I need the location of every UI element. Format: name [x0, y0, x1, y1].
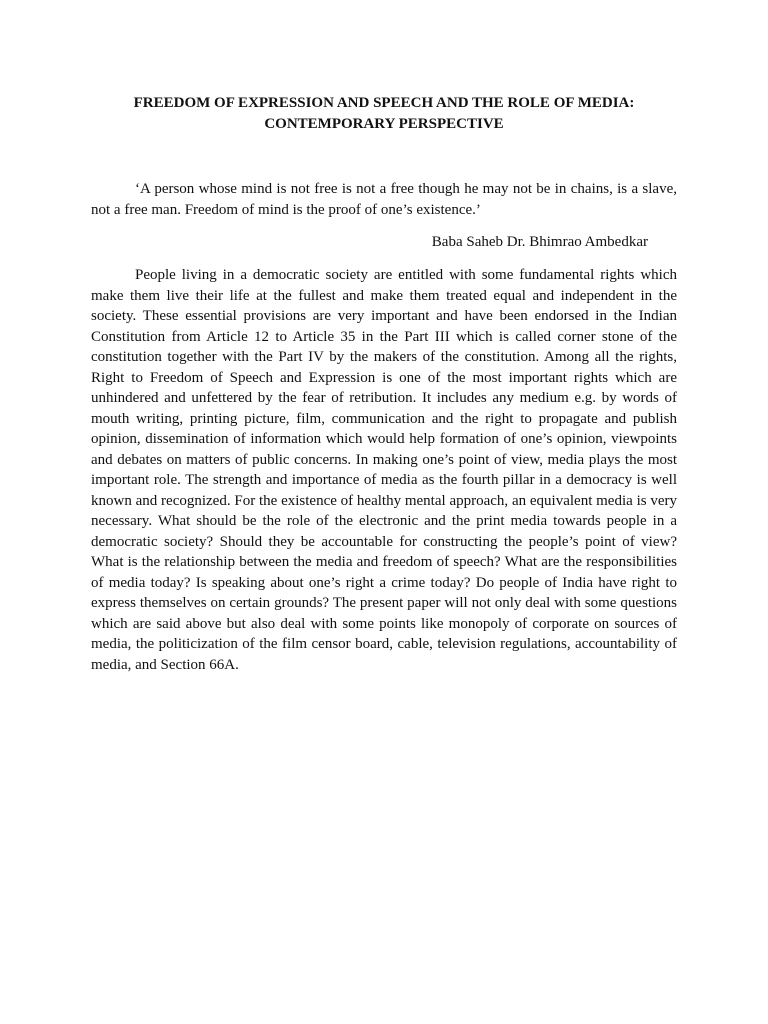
- title-line-1: FREEDOM OF EXPRESSION AND SPEECH AND THE ROLE OF MEDIA:: [133, 95, 635, 111]
- document-title: [91, 93, 677, 135]
- title-line-2: CONTEMPORARY PERSPECTIVE: [264, 116, 504, 132]
- quote-attribution: Baba Saheb Dr. Bhimrao Ambedkar: [431, 234, 648, 250]
- epigraph-quote: ‘A person whose mind is not free is not a free though he may not be in chains, is a slave, not a free man. Freedom of mind is the proof of one’s existence.’: [91, 181, 677, 218]
- body-paragraph: People living in a democratic society are entitled with some fundamental rights which make them live their life at the fullest and make them treated equal and independent in the society. These essential provisions are very important and have been endorsed in the Indian Constitution from Article 12 to Article 35 in the Part III which is called corner stone of the constitution together with the Part IV by the makers of the constitution. Among all the rights, Right to Freedom of Speech and Expression is one of the most important rights which are unhindered and unfettered by the fear of retribution. It includes any medium e.g. by words of mouth writing, printing picture, film, communication and the right to propagate and publish opinion, dissemination of information which would help formation of one’s opinion, viewpoints and debates on matters of public concerns. In making one’s point of view, media plays the most important role. The strength and importance of media as the fourth pillar in a democracy is well known and recognized. For the existence of healthy mental approach, an equivalent media is very necessary. What should be the role of the electronic and the print media towards people in a democratic society? Should they be accountable for constructing the people’s point of view? What is the relationship between the media and freedom of speech? What are the responsibilities of media today? Is speaking about one’s right a crime today? Do people of India have right to express themselves on certain grounds? The present paper will not only deal with some questions which are said above but also deal with some points like monopoly of corporate on sources of media, the politicization of the film censor board, cable, television regulations, accountability of media, and Section 66A.: [91, 267, 677, 673]
